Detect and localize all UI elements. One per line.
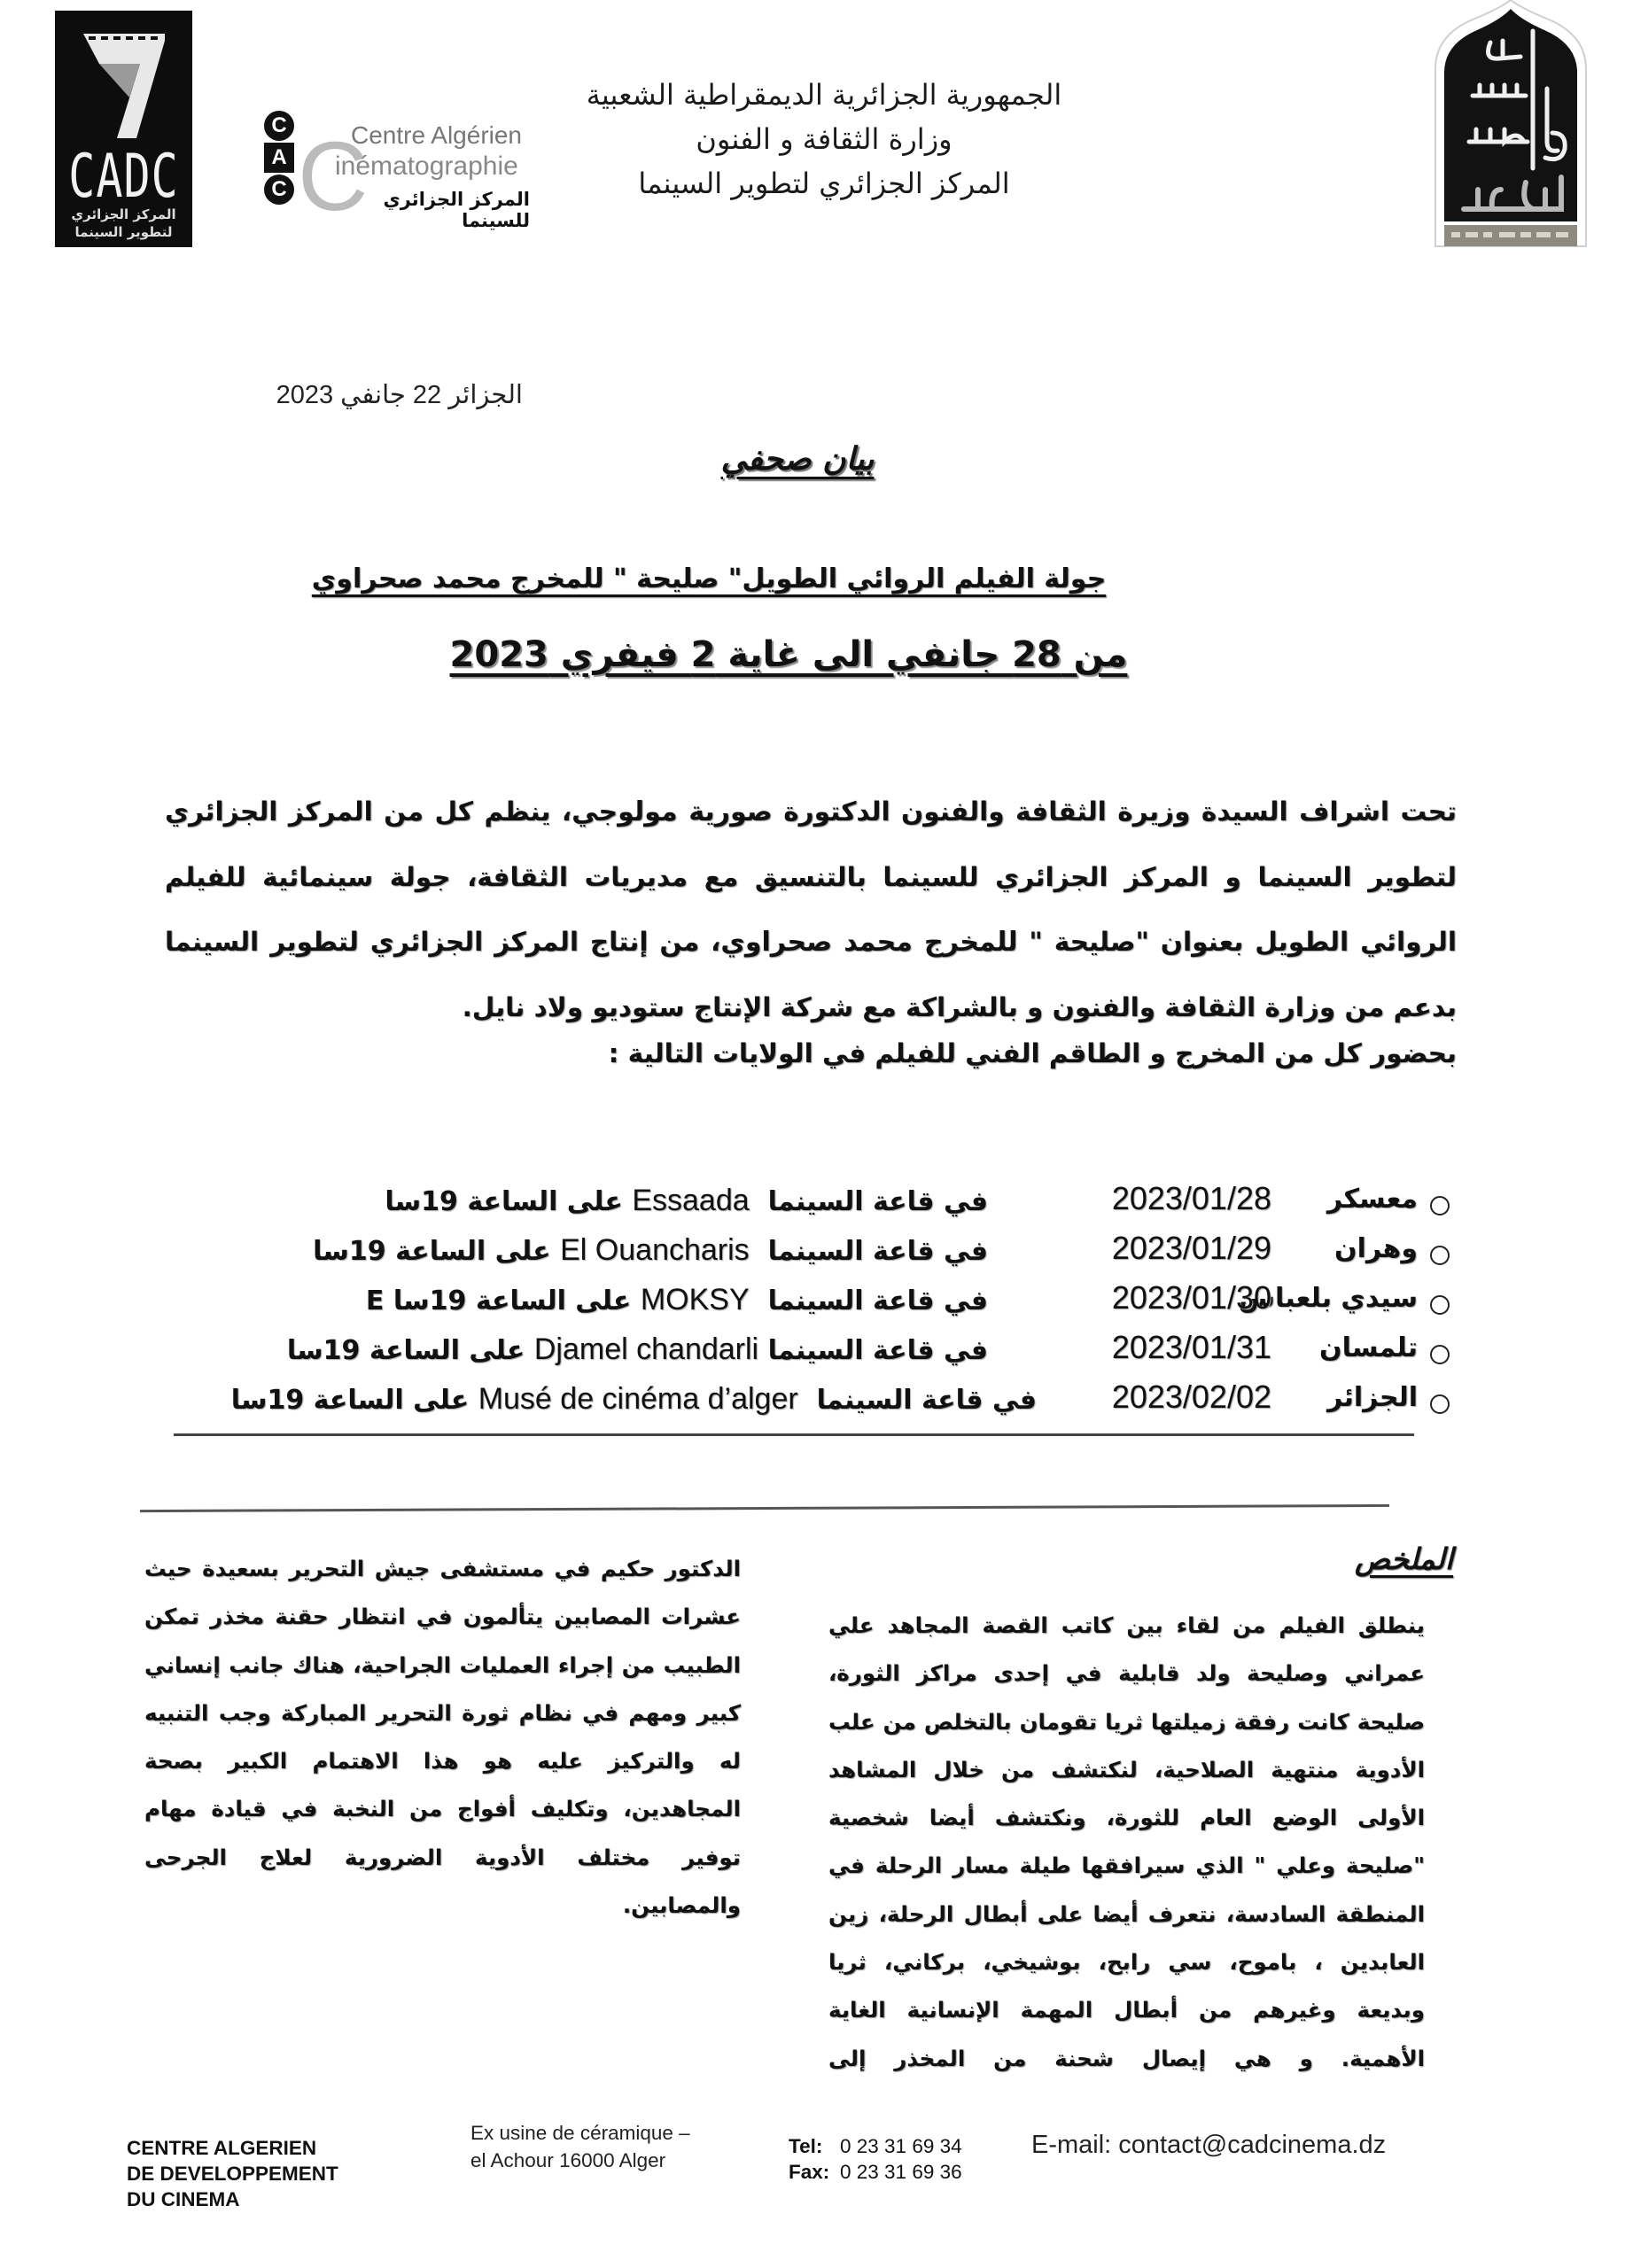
- screening-hall: [313, 1233, 988, 1268]
- cac-line2: inématographie: [335, 151, 518, 181]
- screening-time: على الساعة 19سا: [313, 1236, 551, 1267]
- tel-label: Tel:: [789, 2135, 823, 2157]
- cadc-logo: [55, 11, 192, 247]
- screening-row: [159, 1279, 1453, 1332]
- intro-text: ، ينظم كل من المركز الجزائري لتطوير السينما و المركز الجزائري للسينما بالتنسيق مع مديريات الثقافة، جولة سينمائية للفيلم الروائي الطويل بعنوان "صليحة ": [165, 796, 1457, 957]
- ministry-emblem-icon: [1428, 0, 1593, 255]
- fax-line: [789, 2159, 1019, 2185]
- footer-email[interactable]: E-mail: contact@cadcinema.dz: [1031, 2131, 1387, 2159]
- summary-left-column: الدكتور حكيم في مستشفى جيش التحرير بسعيدة حيث عشرات المصابين يتألمون في انتظار حقنة مخذر تمكن الطبيب من إجراء العمليات الجراحية، هناك جانب إنساني كبير ومهم في نظام ثورة التحرير المباركة وجب التنبيه له والتركيز عليه هو هذا الاهتمام الكبير بصحة المجاهدين، وتكليف أفواج من النخبة في قيادة مهام توفير مختلف الأدوية الضرورية لعلاج الجرحى والمصابين.: [144, 1556, 741, 1919]
- tour-subtitle: جولة الفيلم الروائي الطويل" صليحة " للمخرج محمد صحراوي: [311, 563, 1107, 594]
- venue-name: Djamel chandarli: [533, 1332, 759, 1366]
- film-seven-icon: [83, 34, 165, 138]
- tel-value: 0 23 31 69 34: [840, 2135, 962, 2157]
- cadc-subtitle-line1: المركز الجزائري: [71, 206, 176, 222]
- summary-heading: الملخص: [1355, 1542, 1453, 1576]
- bullet-circle-icon: [1430, 1196, 1450, 1216]
- footer-org-line: DU CINEMA: [127, 2188, 240, 2210]
- footer-address: [470, 2119, 736, 2174]
- screening-date: 2023/01/30: [1111, 1279, 1271, 1316]
- cac-line1: Centre Algérien: [351, 121, 523, 149]
- screening-date: 2023/02/02: [1111, 1379, 1271, 1415]
- hall-label: في قاعة السينما: [816, 1385, 1037, 1416]
- screening-time: على الساعة 19سا: [286, 1335, 525, 1366]
- fax-value: 0 23 31 69 36: [840, 2161, 962, 2183]
- screening-date: 2023/01/28: [1111, 1180, 1271, 1216]
- screening-city: معسكر: [1326, 1184, 1418, 1215]
- address-line: el Achour 16000 Alger: [470, 2149, 666, 2171]
- hall-label: في قاعة السينما: [767, 1236, 988, 1267]
- screening-hall: [287, 1332, 988, 1367]
- screening-hall: [366, 1283, 988, 1317]
- footer-org-line: DE DEVELOPPEMENT: [127, 2163, 338, 2185]
- government-header: [532, 73, 1116, 206]
- header-center: المركز الجزائري لتطوير السينما: [638, 167, 1010, 200]
- tour-dates: من 28 جانفي الى غاية 2 فيفري 2023: [449, 634, 1128, 675]
- cac-line3: المركز الجزائري للسينما: [383, 189, 530, 231]
- intro-text: ، من إنتاج المركز الجزائري لتطوير السينما بدعم من وزارة الثقافة والفنون و بالشراكة مع شركة الإنتاج ستوديو ولاد نايل.: [165, 927, 1457, 1022]
- screening-date: 2023/01/31: [1111, 1329, 1271, 1365]
- screening-hall: [385, 1184, 988, 1218]
- intro-paragraph: [165, 780, 1457, 1040]
- venue-name: El Ouancharis: [560, 1233, 750, 1267]
- intro-text: تحت اشراف السيدة وزيرة الثقافة والفنون الدكتورة: [772, 796, 1458, 827]
- screening-row: [159, 1180, 1453, 1233]
- tel-line: [789, 2133, 1019, 2159]
- section-divider: [140, 1504, 1389, 1512]
- bullet-circle-icon: [1430, 1394, 1450, 1414]
- screening-city: سيدي بلعباس: [1238, 1283, 1418, 1314]
- minister-name: صورية مولوجي: [571, 796, 773, 827]
- hall-label: في قاعة السينما: [767, 1335, 988, 1366]
- screening-time: على الساعة 19سا E: [365, 1285, 632, 1317]
- header-republic: الجمهورية الجزائرية الديمقراطية الشعبية: [586, 78, 1062, 112]
- screening-row: [159, 1230, 1453, 1283]
- venue-name: MOKSY: [640, 1283, 750, 1317]
- hall-label: في قاعة السينما: [767, 1186, 988, 1217]
- screening-city: تلمسان: [1318, 1332, 1418, 1363]
- cac-letter-stack: [264, 111, 296, 206]
- venue-name: Essaada: [632, 1184, 750, 1217]
- screening-list: [159, 1180, 1453, 1432]
- bullet-circle-icon: [1430, 1246, 1450, 1265]
- cac-logo: [264, 111, 530, 244]
- screening-time: على الساعة 19سا: [230, 1385, 470, 1416]
- cac-big-c-icon: C: [298, 122, 369, 231]
- address-line: Ex usine de céramique –: [470, 2122, 690, 2144]
- footer-org-line: CENTRE ALGERIEN: [127, 2137, 317, 2159]
- cac-letter: A: [264, 143, 294, 173]
- footer-organization: [127, 2135, 393, 2212]
- screening-date: 2023/01/29: [1111, 1230, 1271, 1266]
- footer-phone: [789, 2133, 1019, 2185]
- screening-city: الجزائر: [1326, 1382, 1418, 1413]
- cadc-subtitle: [55, 206, 192, 241]
- hall-label: في قاعة السينما: [767, 1285, 988, 1317]
- summary-right-column: ينطلق الفيلم من لقاء بين كاتب القصة المجاهد علي عمراني وصليحة ولد قابلية في إحدى مراكز الثورة، صليحة كانت رفقة زميلتها ثريا تقومان بالتخلص من علب الأدوية منتهية الصلاحية، لنكتشف من خلال المشاهد الأولى الوضع العام للثورة، ونكتشف أيضا شخصية "صليحة وعلي " الذي سيرافقها طيلة مسار الرحلة في المنطقة السادسة، نتعرف أيضا على أبطال الرحلة، زين العابدين ، باموح، سي رابح، بوشيخي، بركاني، ثريا وبديعة وغيرهم من أبطال المهمة الإنسانية الغاية الأهمية. و هي إيصال شحنة من المخذر إلى: [828, 1612, 1425, 2071]
- bullet-circle-icon: [1430, 1295, 1450, 1315]
- press-release-title: بيان صحفي: [720, 441, 875, 478]
- cadc-wordmark: CADC: [68, 142, 179, 212]
- fax-label: Fax:: [789, 2161, 830, 2183]
- cadc-subtitle-line2: لتطوير السينما: [74, 224, 173, 240]
- header-ministry: وزارة الثقافة و الفنون: [696, 122, 952, 156]
- ministry-logo: [1428, 0, 1593, 255]
- document-date: الجزائر 22 جانفي 2023: [276, 381, 523, 409]
- screening-hall: [231, 1382, 1037, 1417]
- presence-line: بحضور كل من المخرج و الطاقم الفني للفيلم في الولايات التالية :: [608, 1038, 1457, 1068]
- screening-city: وهران: [1334, 1233, 1418, 1264]
- cac-letter: C: [264, 175, 294, 205]
- screening-row: [159, 1379, 1453, 1432]
- screening-row: [159, 1329, 1453, 1382]
- list-divider: [174, 1433, 1414, 1436]
- venue-name: Musé de cinéma d’alger: [478, 1382, 798, 1416]
- bullet-circle-icon: [1430, 1345, 1450, 1364]
- screening-time: على الساعة 19سا: [385, 1186, 623, 1217]
- cac-letter: C: [264, 111, 294, 141]
- director-name: للمخرج محمد صحراوي: [720, 927, 1018, 958]
